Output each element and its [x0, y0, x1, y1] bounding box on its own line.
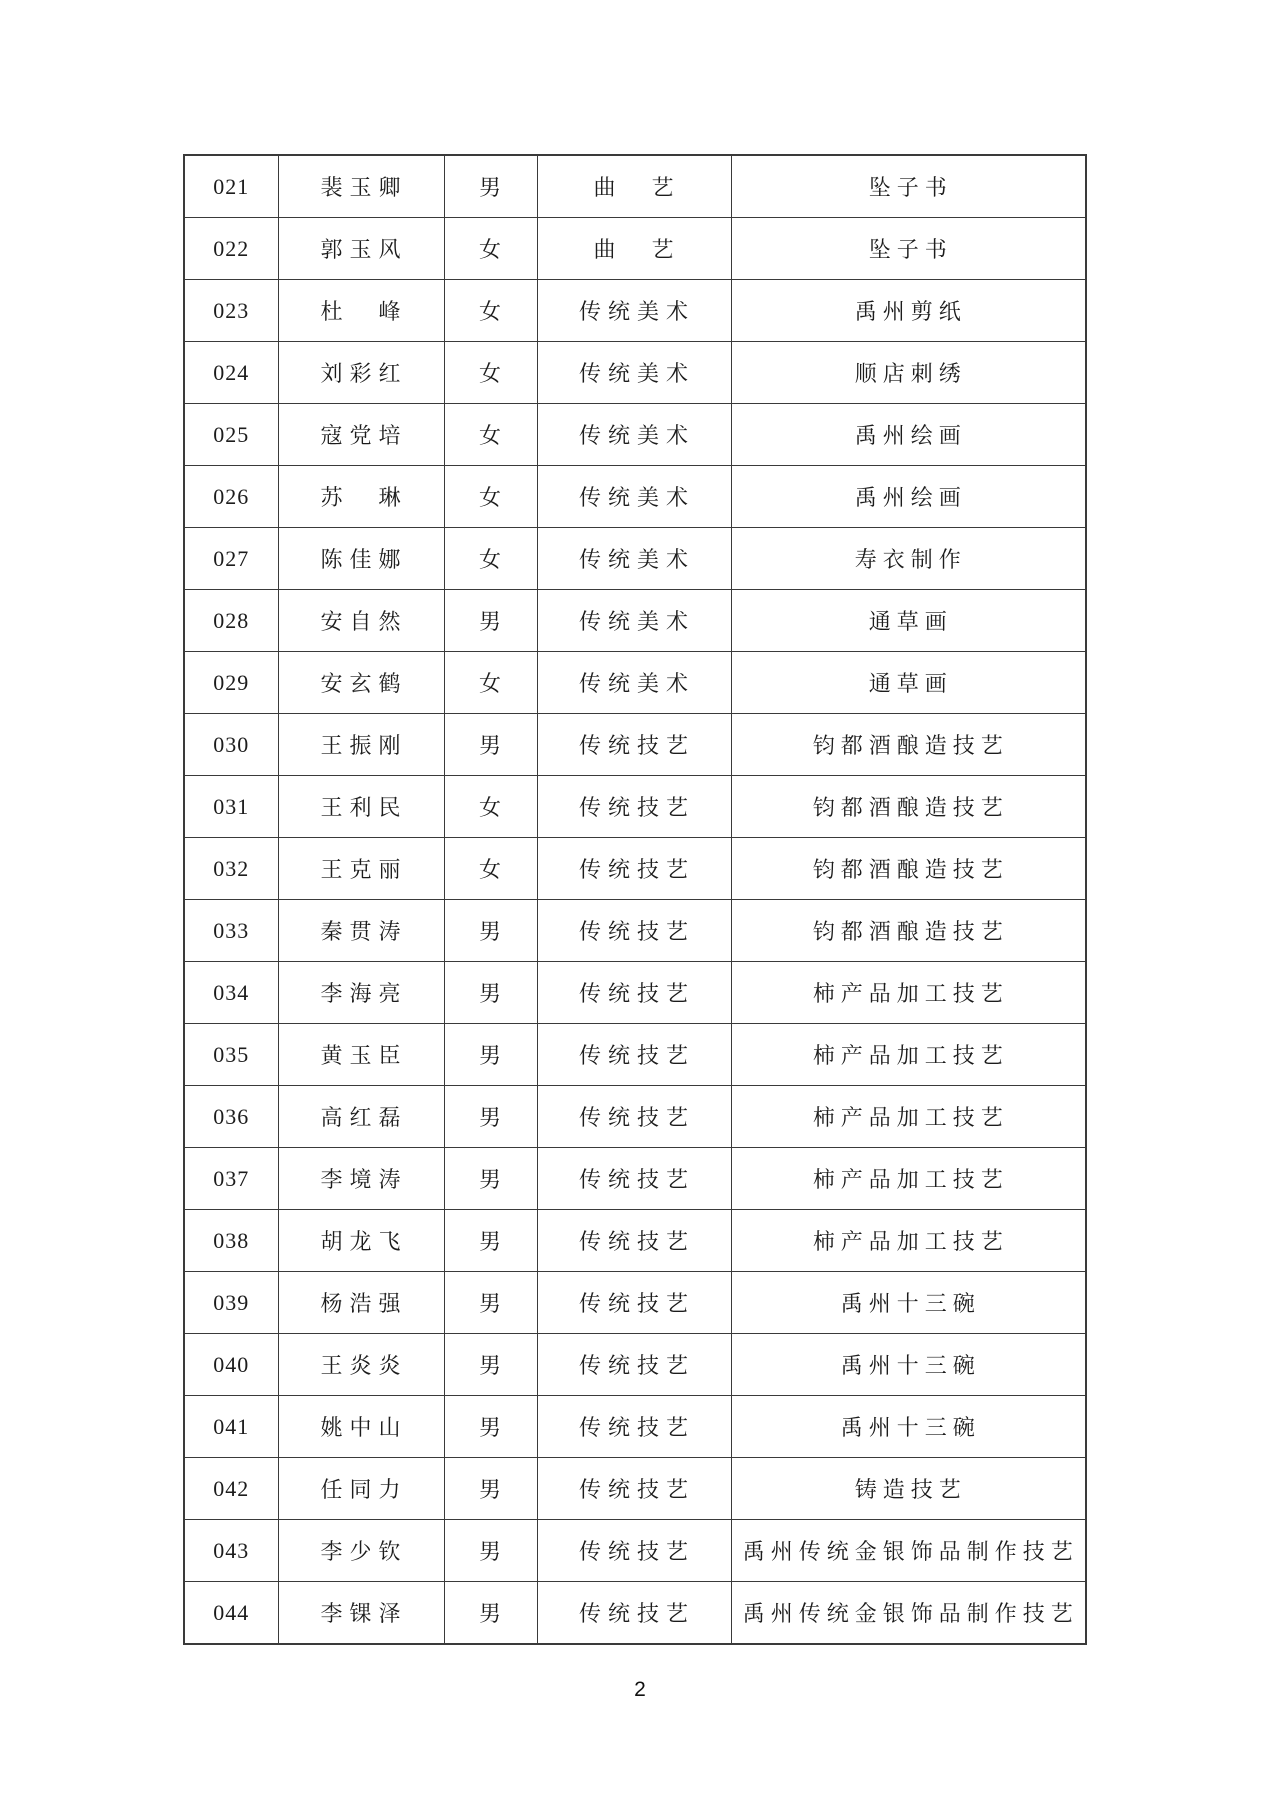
cell-project: 通草画 — [731, 652, 1086, 714]
cell-person-name: 苏 琳 — [278, 466, 444, 528]
cell-serial-number: 036 — [184, 1086, 278, 1148]
cell-serial-number: 021 — [184, 155, 278, 218]
cell-serial-number: 034 — [184, 962, 278, 1024]
inheritor-roster-table — [183, 154, 1087, 1645]
table-row — [184, 218, 1086, 280]
cell-gender: 女 — [444, 404, 537, 466]
cell-project: 钧都酒酿造技艺 — [731, 900, 1086, 962]
cell-person-name: 杨浩强 — [278, 1272, 444, 1334]
table-row — [184, 342, 1086, 404]
table-row — [184, 776, 1086, 838]
cell-project: 坠子书 — [731, 155, 1086, 218]
cell-person-name: 裴玉卿 — [278, 155, 444, 218]
cell-category: 传统技艺 — [537, 1272, 731, 1334]
cell-serial-number: 024 — [184, 342, 278, 404]
cell-person-name: 郭玉风 — [278, 218, 444, 280]
table-row — [184, 900, 1086, 962]
cell-serial-number: 026 — [184, 466, 278, 528]
cell-category: 曲 艺 — [537, 155, 731, 218]
cell-serial-number: 044 — [184, 1582, 278, 1645]
cell-gender: 男 — [444, 714, 537, 776]
table-row — [184, 404, 1086, 466]
cell-serial-number: 027 — [184, 528, 278, 590]
cell-gender: 男 — [444, 1086, 537, 1148]
cell-serial-number: 039 — [184, 1272, 278, 1334]
cell-project: 通草画 — [731, 590, 1086, 652]
cell-project: 禹州绘画 — [731, 466, 1086, 528]
cell-category: 传统美术 — [537, 590, 731, 652]
cell-gender: 男 — [444, 1396, 537, 1458]
cell-serial-number: 030 — [184, 714, 278, 776]
cell-category: 传统技艺 — [537, 1520, 731, 1582]
cell-serial-number: 038 — [184, 1210, 278, 1272]
cell-category: 传统技艺 — [537, 838, 731, 900]
cell-person-name: 王振刚 — [278, 714, 444, 776]
cell-gender: 男 — [444, 900, 537, 962]
cell-category: 传统美术 — [537, 404, 731, 466]
cell-category: 传统技艺 — [537, 1582, 731, 1645]
cell-gender: 男 — [444, 962, 537, 1024]
cell-serial-number: 041 — [184, 1396, 278, 1458]
cell-project: 铸造技艺 — [731, 1458, 1086, 1520]
cell-person-name: 胡龙飞 — [278, 1210, 444, 1272]
cell-gender: 女 — [444, 838, 537, 900]
table-row — [184, 1582, 1086, 1645]
table-row — [184, 1024, 1086, 1086]
table-row — [184, 590, 1086, 652]
cell-project: 柿产品加工技艺 — [731, 1210, 1086, 1272]
cell-category: 传统技艺 — [537, 1396, 731, 1458]
table-row — [184, 962, 1086, 1024]
table-row — [184, 280, 1086, 342]
cell-category: 曲 艺 — [537, 218, 731, 280]
cell-category: 传统美术 — [537, 652, 731, 714]
cell-person-name: 秦贯涛 — [278, 900, 444, 962]
cell-person-name: 黄玉臣 — [278, 1024, 444, 1086]
cell-gender: 男 — [444, 1148, 537, 1210]
cell-serial-number: 029 — [184, 652, 278, 714]
table-row — [184, 466, 1086, 528]
page-number: 2 — [634, 1678, 646, 1701]
cell-project: 钧都酒酿造技艺 — [731, 714, 1086, 776]
cell-project: 禹州十三碗 — [731, 1334, 1086, 1396]
cell-project: 禹州十三碗 — [731, 1396, 1086, 1458]
cell-category: 传统技艺 — [537, 1086, 731, 1148]
table-row — [184, 528, 1086, 590]
cell-person-name: 高红磊 — [278, 1086, 444, 1148]
cell-person-name: 姚中山 — [278, 1396, 444, 1458]
cell-serial-number: 033 — [184, 900, 278, 962]
cell-category: 传统技艺 — [537, 1334, 731, 1396]
cell-project: 柿产品加工技艺 — [731, 962, 1086, 1024]
cell-project: 顺店刺绣 — [731, 342, 1086, 404]
cell-person-name: 安自然 — [278, 590, 444, 652]
cell-category: 传统技艺 — [537, 714, 731, 776]
cell-person-name: 李少钦 — [278, 1520, 444, 1582]
cell-gender: 女 — [444, 528, 537, 590]
cell-person-name: 安玄鹤 — [278, 652, 444, 714]
cell-gender: 女 — [444, 652, 537, 714]
cell-person-name: 陈佳娜 — [278, 528, 444, 590]
cell-category: 传统技艺 — [537, 1148, 731, 1210]
cell-category: 传统美术 — [537, 280, 731, 342]
cell-category: 传统美术 — [537, 342, 731, 404]
cell-gender: 男 — [444, 1334, 537, 1396]
cell-category: 传统技艺 — [537, 1024, 731, 1086]
cell-serial-number: 037 — [184, 1148, 278, 1210]
cell-project: 钧都酒酿造技艺 — [731, 776, 1086, 838]
cell-person-name: 刘彩红 — [278, 342, 444, 404]
cell-person-name: 任同力 — [278, 1458, 444, 1520]
table-row — [184, 1086, 1086, 1148]
cell-person-name: 寇党培 — [278, 404, 444, 466]
table-row — [184, 714, 1086, 776]
cell-serial-number: 035 — [184, 1024, 278, 1086]
table-row — [184, 1210, 1086, 1272]
cell-gender: 女 — [444, 342, 537, 404]
cell-serial-number: 022 — [184, 218, 278, 280]
table-row — [184, 1272, 1086, 1334]
cell-category: 传统美术 — [537, 466, 731, 528]
roster-table-body — [184, 155, 1086, 1644]
cell-serial-number: 028 — [184, 590, 278, 652]
cell-gender: 男 — [444, 1272, 537, 1334]
cell-project: 柿产品加工技艺 — [731, 1086, 1086, 1148]
table-row — [184, 652, 1086, 714]
table-row — [184, 155, 1086, 218]
table-row — [184, 1396, 1086, 1458]
cell-category: 传统技艺 — [537, 900, 731, 962]
cell-serial-number: 031 — [184, 776, 278, 838]
cell-gender: 女 — [444, 218, 537, 280]
cell-gender: 男 — [444, 1582, 537, 1645]
cell-gender: 女 — [444, 776, 537, 838]
cell-person-name: 李锞泽 — [278, 1582, 444, 1645]
cell-person-name: 王克丽 — [278, 838, 444, 900]
cell-serial-number: 042 — [184, 1458, 278, 1520]
cell-gender: 男 — [444, 1210, 537, 1272]
cell-serial-number: 040 — [184, 1334, 278, 1396]
table-row — [184, 1148, 1086, 1210]
cell-project: 寿衣制作 — [731, 528, 1086, 590]
cell-serial-number: 032 — [184, 838, 278, 900]
cell-project: 钧都酒酿造技艺 — [731, 838, 1086, 900]
cell-project: 禹州十三碗 — [731, 1272, 1086, 1334]
cell-project: 柿产品加工技艺 — [731, 1148, 1086, 1210]
cell-person-name: 李海亮 — [278, 962, 444, 1024]
cell-person-name: 李境涛 — [278, 1148, 444, 1210]
cell-gender: 女 — [444, 280, 537, 342]
cell-person-name: 王利民 — [278, 776, 444, 838]
cell-gender: 男 — [444, 1520, 537, 1582]
cell-person-name: 王炎炎 — [278, 1334, 444, 1396]
cell-serial-number: 023 — [184, 280, 278, 342]
cell-project: 柿产品加工技艺 — [731, 1024, 1086, 1086]
cell-category: 传统技艺 — [537, 776, 731, 838]
table-row — [184, 1520, 1086, 1582]
cell-project: 禹州绘画 — [731, 404, 1086, 466]
cell-gender: 男 — [444, 590, 537, 652]
cell-serial-number: 025 — [184, 404, 278, 466]
cell-serial-number: 043 — [184, 1520, 278, 1582]
cell-project: 坠子书 — [731, 218, 1086, 280]
cell-person-name: 杜 峰 — [278, 280, 444, 342]
table-row — [184, 1334, 1086, 1396]
table-row — [184, 1458, 1086, 1520]
cell-gender: 男 — [444, 155, 537, 218]
cell-project: 禹州传统金银饰品制作技艺 — [731, 1520, 1086, 1582]
cell-gender: 男 — [444, 1024, 537, 1086]
cell-gender: 男 — [444, 1458, 537, 1520]
cell-category: 传统技艺 — [537, 1210, 731, 1272]
cell-category: 传统美术 — [537, 528, 731, 590]
cell-category: 传统技艺 — [537, 962, 731, 1024]
cell-gender: 女 — [444, 466, 537, 528]
table-row — [184, 838, 1086, 900]
cell-project: 禹州剪纸 — [731, 280, 1086, 342]
cell-project: 禹州传统金银饰品制作技艺 — [731, 1582, 1086, 1645]
cell-category: 传统技艺 — [537, 1458, 731, 1520]
